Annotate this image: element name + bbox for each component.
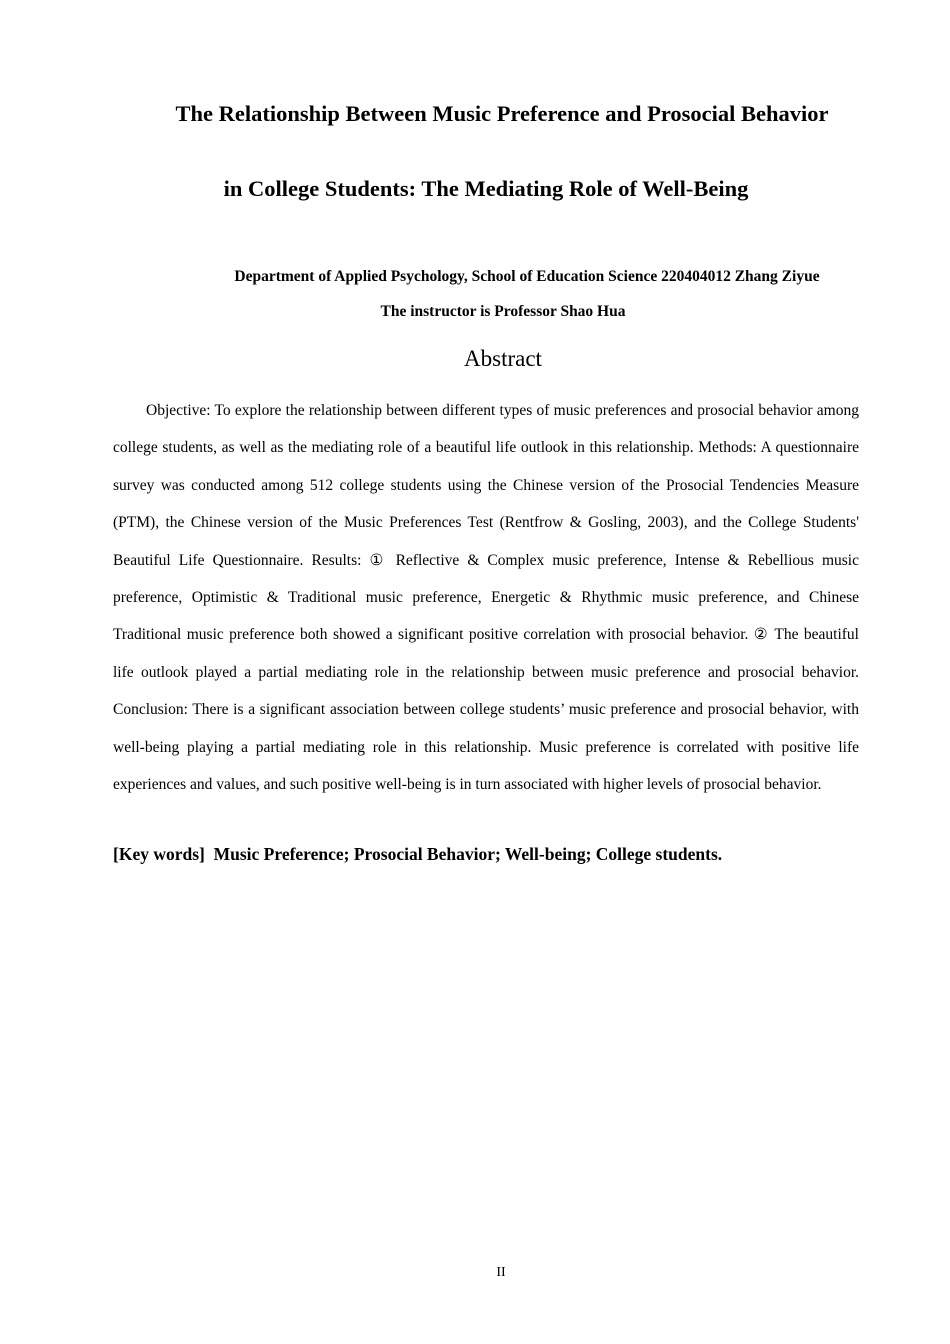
paper-title-line-2: in College Students: The Mediating Role of Well-Being (223, 176, 749, 201)
keywords-label: [Key words] (113, 844, 205, 864)
abstract-heading: Abstract (464, 346, 542, 371)
page-number: II (496, 1265, 506, 1280)
paper-title-line-1: The Relationship Between Music Preference and Prosocial Behavior (175, 101, 829, 126)
abstract-body: Objective: To explore the relationship between different types of music preferences and prosocial behavior among college students, as well as the mediating role of a beautiful life outlook in this relationship. Methods: A questionnaire survey was conducted among 512 college students using the Chinese version of the Prosocial Tendencies Measure (PTM), the Chinese version of the Music Preferences Test (Rentfrow & Gosling, 2003), and the College Students' Beautiful Life Questionnaire. Results: ① Reflective & Complex music preference, Intense & Rebellious music preference, Optimistic & Traditional music preference, Energetic & Rhythmic music preference, and Chinese Traditional music preference both showed a significant positive correlation with prosocial behavior. ② The beautiful life outlook played a partial mediating role in the relationship between music preference and prosocial behavior. Conclusion: There is a significant association between college students’ music preference and prosocial behavior, with well-being playing a partial mediating role in this relationship. Music preference is correlated with positive life experiences and values, and such positive well-being is in turn associated with higher levels of prosocial behavior. (113, 402, 859, 794)
keywords-text: Music Preference; Prosocial Behavior; Well-being; College students. (213, 844, 723, 864)
instructor-line: The instructor is Professor Shao Hua (380, 303, 626, 320)
keywords-line (113, 844, 859, 865)
author-affiliation: Department of Applied Psychology, School of Education Science 220404012 Zhang Ziyue (234, 268, 820, 285)
